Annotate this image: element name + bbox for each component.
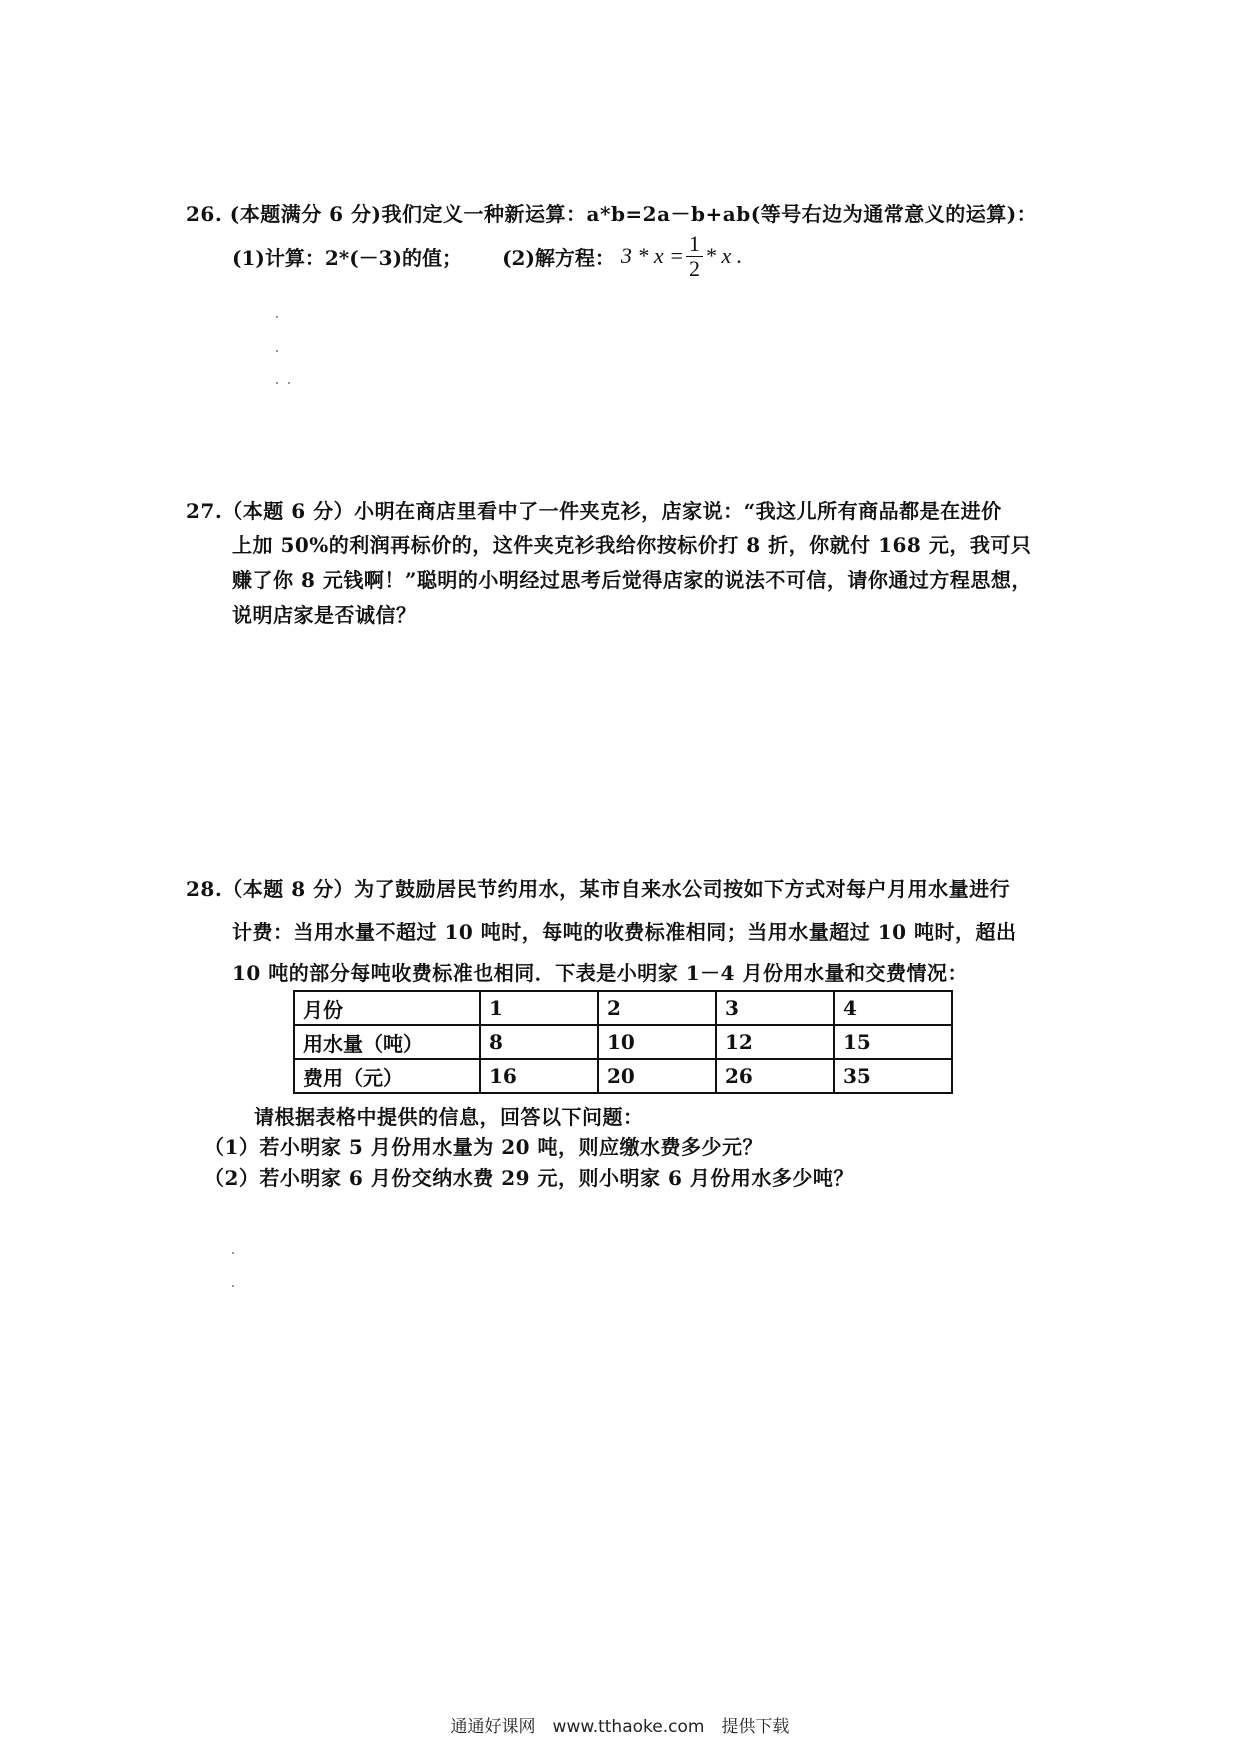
scan-speck <box>276 316 278 318</box>
table-row <box>294 991 952 1025</box>
table-cell: 2 <box>598 991 716 1025</box>
q26-fraction-denominator: 2 <box>689 255 701 281</box>
q27-line-1: 27.（本题 6 分）小明在商店里看中了一件夹克衫，店家说：“我这儿所有商品都是在进价 <box>186 499 1002 523</box>
table-cell: 20 <box>598 1059 716 1093</box>
q28-line-3: 10 吨的部分每吨收费标准也相同．下表是小明家 1－4 月份用水量和交费情况： <box>232 961 969 985</box>
table-cell: 12 <box>716 1025 834 1059</box>
q28-line-1: 28.（本题 8 分）为了鼓励居民节约用水，某市自来水公司按如下方式对每户月用水量进行 <box>186 877 1011 901</box>
q26-part2-label: (2)解方程： <box>502 245 615 270</box>
table-cell: 26 <box>716 1059 834 1093</box>
table-cell: 15 <box>834 1025 952 1059</box>
q28-prompt: 请根据表格中提供的信息，回答以下问题： <box>254 1105 644 1129</box>
q26-parts <box>232 226 742 286</box>
q26-equation-left: 3 * x = <box>620 243 685 268</box>
q26-statement: 26. (本题满分 6 分)我们定义一种新运算：a*b=2a－b+ab(等号右边为通常意义的运算)： <box>186 202 1038 226</box>
table-cell: 4 <box>834 991 952 1025</box>
q27-line-3: 赚了你 8 元钱啊！”聪明的小明经过思考后觉得店家的说法不可信，请你通过方程思想， <box>232 568 1032 592</box>
water-fee-table <box>293 990 953 1094</box>
q26-equation-right: * x . <box>705 243 743 268</box>
table-cell: 1 <box>480 991 598 1025</box>
page-footer: 通通好课网 www.tthaoke.com 提供下载 <box>450 1717 790 1737</box>
table-row <box>294 1059 952 1093</box>
table-cell: 35 <box>834 1059 952 1093</box>
table-cell: 16 <box>480 1059 598 1093</box>
q28-sub-question-1: （1）若小明家 5 月份用水量为 20 吨，则应缴水费多少元？ <box>204 1135 764 1159</box>
scan-speck <box>232 1285 234 1287</box>
scan-speck <box>288 382 290 384</box>
table-cell: 月份 <box>294 991 480 1025</box>
scan-speck <box>276 350 278 352</box>
scan-speck <box>276 382 278 384</box>
table-cell: 3 <box>716 991 834 1025</box>
q26-fraction <box>686 232 703 281</box>
q26-part1: (1)计算：2*(－3)的值； <box>232 245 463 270</box>
q27-line-2: 上加 50%的利润再标价的，这件夹克衫我给你按标价打 8 折，你就付 168 元，我可只 <box>232 533 1032 557</box>
q26-fraction-numerator: 1 <box>686 232 703 257</box>
q28-sub-question-2: （2）若小明家 6 月份交纳水费 29 元，则小明家 6 月份用水多少吨？ <box>204 1166 854 1190</box>
q27-line-4: 说明店家是否诚信？ <box>232 603 417 627</box>
table-cell: 10 <box>598 1025 716 1059</box>
scan-speck <box>232 1252 234 1254</box>
table-cell: 8 <box>480 1025 598 1059</box>
table-row <box>294 1025 952 1059</box>
q28-line-2: 计费：当用水量不超过 10 吨时，每吨的收费标准相同；当用水量超过 10 吨时，超出 <box>232 920 1017 944</box>
table-cell: 用水量（吨） <box>294 1025 480 1059</box>
table-cell: 费用（元） <box>294 1059 480 1093</box>
